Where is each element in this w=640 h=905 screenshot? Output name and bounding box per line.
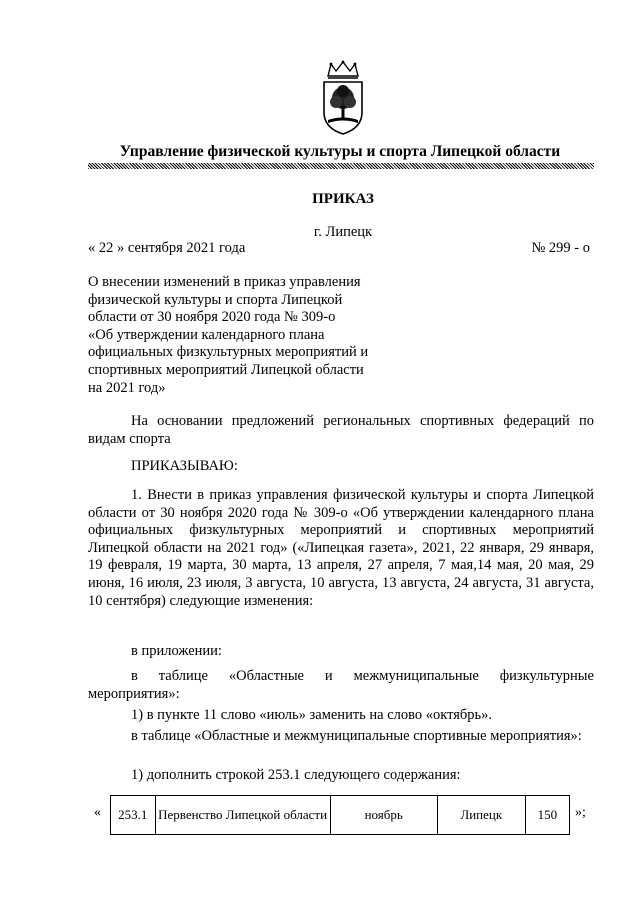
event-name-cell: Первенство Липецкой области — [155, 796, 330, 835]
order-word: ПРИКАЗЫВАЮ: — [131, 458, 238, 474]
coat-of-arms-emblem — [318, 60, 368, 136]
subject-line: О внесении изменений в приказ управления — [88, 274, 361, 290]
header-rule — [88, 163, 594, 169]
table1-intro-paragraph: в таблице «Областные и межмуниципальные физкультурные мероприятия»: — [88, 668, 594, 702]
document-city: г. Липецк — [313, 224, 373, 240]
subject-line: спортивных мероприятий Липецкой области — [88, 361, 364, 378]
subject-line: на 2021 год» — [88, 379, 166, 396]
place-cell: Липецк — [437, 796, 525, 835]
subject-line: физической культуры и спорта Липецкой — [88, 291, 343, 308]
table1-change-paragraph: 1) в пункте 11 слово «июль» заменить на слово «октябрь». — [131, 707, 493, 723]
table-row — [111, 796, 570, 835]
document-subject — [88, 274, 408, 397]
row-open-quote: « — [94, 805, 101, 820]
subject-line: «Об утверждении календарного плана — [88, 326, 325, 343]
month-cell: ноябрь — [330, 796, 437, 835]
document-number: № 299 - о — [531, 240, 590, 256]
document-title: ПРИКАЗ — [312, 191, 374, 207]
item-1-paragraph: 1. Внести в приказ управления физической культуры и спорта Липецкой области от 30 ноября 2020 года № 309-о «Об утверждении календарного плана официальных физкультурных мероприятий и спортивных мероприятий Липецкой области на 2021 год» («Липецкая газета», 2021, 22 января, 29 января, 19 февраля, 19 марта, 30 марта, 13 апреля, 27 апреля, 7 мая,14 мая, 20 мая, 29 июня, 16 июля, 23 июля, 3 августа, 10 августа, 13 августа, 24 августа, 31 августа, 10 сентября) следующие изменения: — [88, 487, 594, 609]
organization-name: Управление физической культуры и спорта Липецкой области — [119, 143, 561, 160]
table2-intro-paragraph: в таблице «Областные и межмуниципальные спортивные мероприятия»: — [131, 728, 582, 744]
row-number-cell: 253.1 — [111, 796, 156, 835]
participants-cell: 150 — [525, 796, 569, 835]
subject-line: области от 30 ноября 2020 года № 309-о — [88, 309, 336, 326]
basis-paragraph: На основании предложений региональных спортивных федераций по видам спорта — [88, 413, 594, 447]
subject-line: официальных физкультурных мероприятий и — [88, 344, 369, 361]
row-close-quote: »; — [575, 805, 586, 820]
table2-change-paragraph: 1) дополнить строкой 253.1 следующего содержания: — [131, 767, 461, 783]
inserted-row-table — [110, 795, 570, 835]
annex-paragraph: в приложении: — [131, 643, 222, 659]
document-date: « 22 » сентября 2021 года — [88, 240, 246, 256]
